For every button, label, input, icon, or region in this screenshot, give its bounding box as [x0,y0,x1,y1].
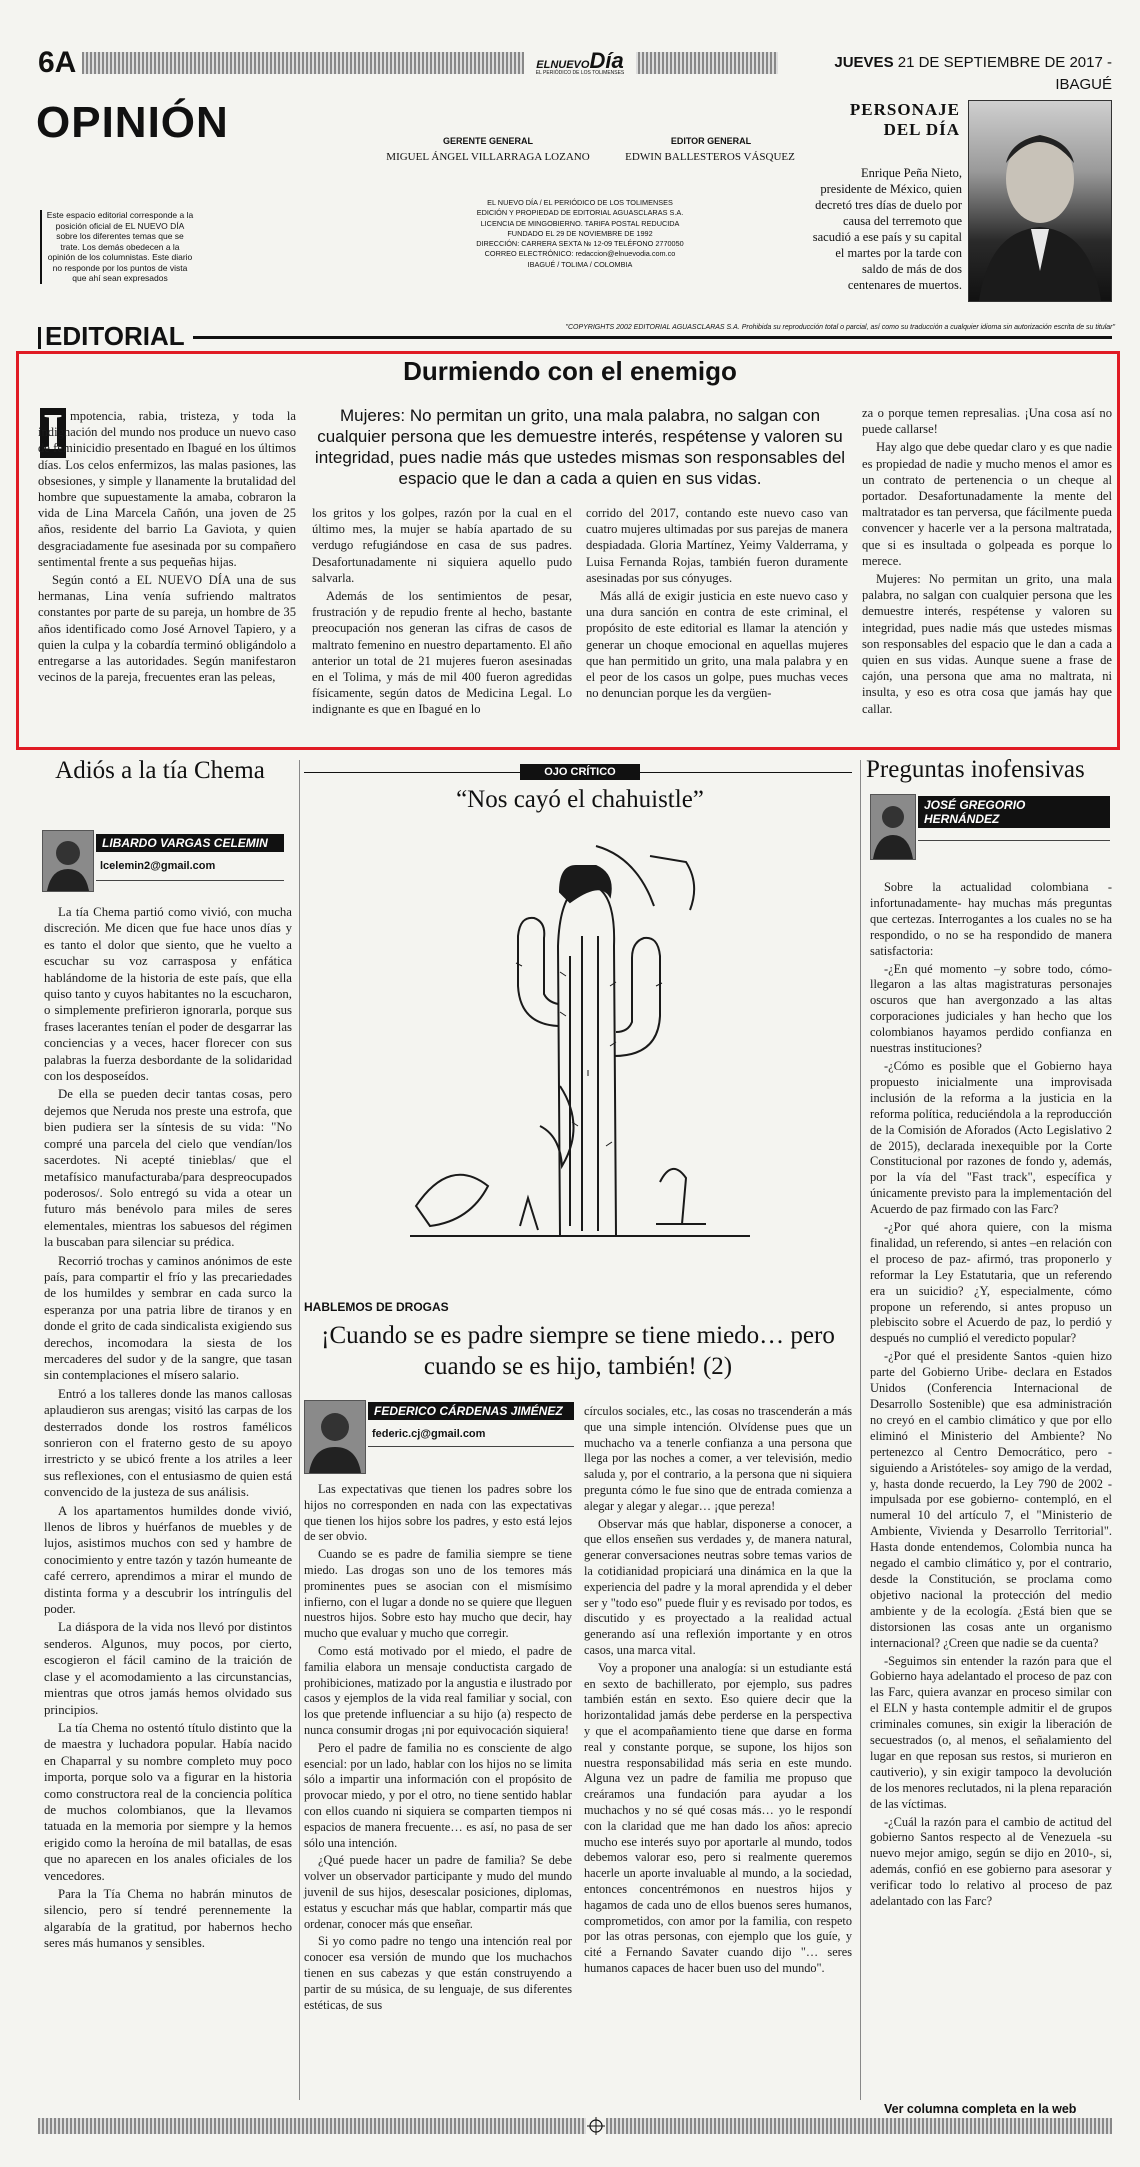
editorial-tick-icon [38,327,41,349]
info-line: EL NUEVO DÍA / EL PERIÓDICO DE LOS TOLIMENSES [487,198,673,207]
right-paragraph: -Seguimos sin entender la razón para que el Gobierno haya adelantado el proceso de paz con las Farc, quiera avanzar en proceso similar con el ELN y hasta contemple admitir el de grupos criminales comunes, sin exigir la liberación de secuestrados (o, al menos, el señalamiento del lugar en que reposan sus restos, si murieron en cautiverio), y sin exigir tampoco la devolución de los menores reclutados, ni la plena reparación de las víctimas. [870,1653,1112,1811]
date-rest: 21 DE SEPTIEMBRE DE 2017 - IBAGUÉ [897,54,1112,93]
personaje-title-line1: PERSONAJE [849,100,960,119]
info-line: IBAGUÉ / TOLIMA / COLOMBIA [527,259,633,269]
drugs-headline: ¡Cuando se es padre siempre se tiene miedo… pero cuando se es hijo, también! (2) [321,1322,835,1380]
ojo-critico-kicker: OJO CRÍTICO [520,764,640,780]
portrait-icon [969,101,1111,301]
editorial-label-text: EDITORIAL [45,321,185,351]
editorial-paragraph: corrido del 2017, contando este nuevo caso van cuatro mujeres ultimadas por sus parejas de manera despiadada. Gloria Martínez, Yeimy Valderrama, y Luisa Fernanda Rojas, también fueron duramente asesinadas por sus cónyuges. [586,506,848,585]
left-paragraph: La tía Chema partió como vivió, con mucha discreción. Me dicen que fue hace unos días y es tanto el dolor que siento, que he vuelto a escuchar su voz carrasposa y enfática hablándome de la historia de este país, que ella quiso tanto y cuyos habitantes no la escucharon, o simplemente prefirieron ignorarla, porque sus frases lacerantes tenían el poder de desgarrar las conciencias y a veces, hacer florecer con sus palabras la fuerza desbordante de la solidaridad con los desposeídos. [44,905,292,1084]
left-paragraph: La diáspora de la vida nos llevó por distintos senderos. Algunos, muy pocos, por cierto, escogieron el fácil camino de la traición de clase y el acomodamiento a las circunstancias, mientras que otros jamás hemos olvidado sus principios. [44,1620,292,1717]
right-column-divider [860,760,861,2100]
publisher-info [455,198,705,270]
drugs-paragraph: Como está motivado por el miedo, el padre de familia elabora un mensaje conductista cargado de prohibiciones, matizado por la angustia e ilustrado por casos y ejemplos de la vida real familiar y social, con los que pretende influenciar a su hijo (a) respecto de nunca consumir drogas ¡ni por equivocación siquiera! [304,1643,572,1737]
portrait-icon [305,1401,365,1473]
newspaper-logo [524,48,636,78]
logo-tagline: EL PERIÓDICO DE LOS TOLIMENSES [535,70,625,76]
right-paragraph: -¿Cuál la razón para el cambio de actitud del gobierno Santos respecto al de Venezuela -su nuevo mejor amigo, según se dijo en 2010-, si, además, confió en ese gobierno para asesorar y verificar todo lo relativo al proceso de paz adelantado con las Farc? [870,1814,1112,1909]
right-paragraph: Sobre la actualidad colombiana -infortunadamente- hay muchas más preguntas que certezas. Interrogantes a los cuales no se ha respondido, o no se ha respondido de manera satisfactoria: [870,880,1112,958]
drugs-paragraph: Si yo como padre no tengo una intención real por conocer esa versión de mundo que los muchachos tienen en sus cabezas y que están construyendo a partir de su música, de su lenguaje, de sus diferentes estéticas, de sus [304,1934,572,2012]
personaje-title-line2: DEL DÍA [883,120,960,139]
editorial-paragraph: Mujeres: No permitan un grito, una mala palabra, no salgan con cualquier persona que les demuestre interés, respétense y valoren su integridad, pues nadie más que ustedes mismas son responsables del espacio que le dan a cada a quien en sus vidas. Aunque suene a frase de cajón, una persona que ama no maltrata, ni insulta, y eso es otra cosa que jamás hay que callar. [862,572,1112,716]
right-author-rule [918,840,1110,841]
editor-label: EDITOR GENERAL [670,136,752,146]
date-line [778,52,1112,93]
right-headline: Preguntas inofensivas [866,756,1085,783]
page-number: 6A [38,48,82,78]
editor-name: EDWIN BALLESTEROS VÁSQUEZ [625,151,795,163]
drugs-section-label: HABLEMOS DE DROGAS [304,1300,449,1314]
left-paragraph: Para la Tía Chema no habrán minutos de silencio, pero sí tendré perennemente la algarabía de la gratitud, por habernos hecho seres más humanos y sensibles. [44,1886,292,1951]
editorial-col-4 [862,405,1112,719]
left-column-divider [299,760,300,2100]
info-line: LICENCIA DE MINGOBIERNO. TARIFA POSTAL REDUCIDA [480,218,680,228]
drugs-paragraph: Pero el padre de familia no es consciente de algo esencial: por un lado, hablar con los hijos no se limita sólo a impartir una información con el propósito de provocar miedo, y por el otro, no tiene sentido hablar con ellos cuando ni siquiera se comparten tiempos ni espacios de manera frecuente… es así, no pasa de ser sólo una intención. [304,1740,572,1850]
center-author-photo [304,1400,366,1474]
editorial-paragraph: Además de los sentimientos de pesar, frustración y de repudio frente al hecho, bastante preocupación nos generan las cifras de casos de maltrato femenino en nuestro departamento. El año anterior un total de 21 mujeres fueron asesinadas en el Tolima, y más de mil 400 fueron agredidas físicamente, según datos de Medicina Legal. Lo indignante es que en Ibagué en lo [312,589,572,717]
editorial-label [38,320,193,352]
section-title: OPINIÓN [36,98,229,147]
drugs-paragraph: Las expectativas que tienen los padres sobre los hijos no corresponden en nada con las expectativas que tienen los hijos sobre los padres, y esto está lejos de ser obvio. [304,1482,572,1544]
dropcap-letter: I [42,404,64,461]
portrait-icon [43,831,93,891]
left-paragraph: A los apartamentos humildes donde vivió, llenos de libros y huérfanos de muebles y de lujos, asistimos muchos con sed y hambre de conocimiento y entre tazón y tazón humeante de café cerrero, aprendimos a mirar el mundo de distinta forma y a descubrir los intríngulis del poder. [44,1503,292,1617]
right-paragraph: -¿Por qué el presidente Santos -quien hizo parte del Gobierno Uribe- declara en Estados Unidos (Conferencia Internacional de Desarrollo Sostenible) que esa administración no creyó en el cambio climático y que por ello eliminó el Ministerio del Ambiente? No pertenezco al Centro Democrático, pero -siguiendo a Aristóteles- soy amigo de la verdad, y, hasta donde recuerdo, la Ley 790 de 2002 -impulsada por ese gobierno- contempló, en el numeral 10 del artículo 7, el "Ministerio de Ambiente, Vivienda y Desarrollo Territorial". Hasta donde entendemos, Colombia nunca ha negado el cambio climático y, por el contrario, desde la Constitución, se proclama como objetivo nacional la protección del medio ambiente y de la ecología. ¿Está bien que se distorsionen las cosas ante un organismo internacional? ¿Creen que nadie se da cuenta? [870,1349,1112,1650]
editorial-pullquote: Mujeres: No permitan un grito, una mala palabra, no salgan con cualquier persona que les demuestre interés, respétense y valoren su integridad, pues nadie más que ustedes mismas son responsables del espacio que le dan a cada a quien en sus vidas. [314,406,846,488]
gerente-name: MIGUEL ÁNGEL VILLARRAGA LOZANO [386,151,590,163]
portrait-icon [871,795,915,859]
cartoon-title: “Nos cayó el chahuistle” [456,786,704,813]
cartoon-illustration [410,826,750,1246]
drugs-paragraph: ¿Qué puede hacer un padre de familia? Se debe volver un observador participante y mudo del mundo juvenil de sus hijos, desescalar posiciones, diplomas, estatus y escuchar más que hablar, compartir más que ordenar, conocer más que enseñar. [304,1853,572,1931]
editorial-col-2 [312,505,572,720]
drugs-paragraph: Cuando se es padre de familia siempre se tiene miedo. Las drogas son uno de los temores más prominentes pues se asocian con el mismísimo infierno, con el lugar a donde no se quiere que lleguen nuestros hijos. Sobre esto hay mucho que decir, hay mucho que evaluar y mucho que corregir. [304,1547,572,1641]
date-day: JUEVES [834,54,894,71]
editorial-col-1 [38,408,296,687]
read-full-column-link[interactable]: Ver columna completa en la web [884,2102,1077,2116]
left-paragraph: La tía Chema no ostentó título distinto que la de maestra y luchadora popular. Había nacido en Chaparral y su nombre completo muy poco importa, porque solo va a figurar en la historia como constructora real de la conciencia política de muchos colombianos, que la llevamos tatuada en la memoria por siempre y la hemos erigido como la heroína de mil batallas, de esas que no aparecen en los anales oficiales de los vencedores. [44,1720,292,1883]
copyright-line: "COPYRIGHTS 2002 EDITORIAL AGUASCLARAS S.A. Prohibida su reproducción total o parcial, así como su traducción a cualquier idioma sin autorización escrita de su titular" [565,324,1115,331]
drugs-paragraph: Voy a proponer una analogía: si un estudiante está en sexto de bachillerato, por ejemplo, sus padres también están en sexto. Eso quiere decir que la horizontalidad jamás debe perderse en la perspectiva y que el acompañamiento tiene que darse en forma real y constante porque, se supone, los hijos son nuestra responsabilidad más seria en este mundo. Alguna vez un padre de familia me propuso que creáramos una fundación para ayudar a los muchachos y no sé qué cosas más… yo le respondí con la claridad que me han dado los años: aprecio mucho ese interés suyo por aportarle al mundo, todos debemos valorar eso, pero si realmente queremos hacerle un aporte invaluable al mundo, a la sociedad, entonces concentrémonos en nuestros hijos y hagamos de cada uno de ellos buenos seres humanos, comprometidos, con amor por la familia, con respeto por las otras personas, con ejemplo que los guíe, y cité a Fernando Savater cuando dijo "… seres humanos capaces de hacer buen uso del mundo". [584,1660,852,1975]
drugs-paragraph: Observar más que hablar, disponerse a conocer, a que ellos enseñen sus verdades y, de manera natural, generar conversaciones neutras sobre temas varios de la cotidianidad propiciará una dinámica en la que la experiencia del padre y la moral aprendida y el deber ser y "todo eso" puede fluir y es revisado por todos, es discutido y es proyectado a la realidad actual generando así una reflexión importante y en otros casos, una marca vital. [584,1516,852,1657]
disclaimer-box [40,210,194,284]
editorial-paragraph: Según contó a EL NUEVO DÍA una de sus hermanas, Lina venía sufriendo maltratos constantes por parte de su pareja, un hombre de 35 años identificado como José Arnovel Tapiero, y a quien la culpa y la cobardía terminó obligándolo a entregarse a las autoridades. Según manifestaron vecinos de la pareja, frecuentes eran las peleas, [38,573,296,685]
personaje-text: Enrique Peña Nieto, presidente de México, quien decretó tres días de duelo por causa del terremoto que sacudió a ese país y su capital el martes por la tarde con saldo de más de dos centenares de muertos. [812,166,962,292]
left-paragraph: Entró a los talleres donde las manos callosas aplaudieron sus arengas; visitó las carpas de los desterrados donde los rostros famélicos sonrieron con el fraterno gesto de su apoyo irrestricto y se ubicó frente a los atriles a leer sus reflexiones, con el entusiasmo de quien está convencido de la justeza de sus análisis. [44,1386,292,1500]
info-line: EDICIÓN Y PROPIEDAD DE EDITORIAL AGUASCLARAS S.A. [476,208,684,218]
logo-main: Día [589,48,624,73]
editorial-rule [38,336,1112,339]
info-line: CORREO ELECTRÓNICO: redaccion@elnuevodia.com.co [484,249,676,259]
left-author-photo [42,830,94,892]
left-column-body [44,904,292,1954]
disclaimer-text: Este espacio editorial corresponde a la posición oficial de EL NUEVO DÍA sobre los diferentes temas que se trate. Los demás obedecen a la opinión de los columnistas. Este diario no responde por los puntos de vista que ahí sean expresados [46,210,194,283]
gerente-label: GERENTE GENERAL [442,136,533,146]
right-paragraph: -¿En qué momento –y sobre todo, cómo- llegaron a las altas magistraturas personajes oscuros que han avergonzado a las altas corporaciones judiciales y han hecho que los colombianos hayamos perdido confianza en nuestras instituciones? [870,961,1112,1056]
drugs-col-2 [584,1404,852,1979]
info-line: FUNDADO EL 29 DE NOVIEMBRE DE 1992 [507,228,653,238]
info-line: DIRECCIÓN: CARRERA SEXTA № 12-09 TELÉFONO 2770050 [476,239,684,249]
right-paragraph: -¿Por qué ahora quiere, con la misma finalidad, un referendo, si antes –en relación con el proceso de paz- afirmó, tras proponerlo y reformar la Ley Estatutaria, que un referendo era un suicidio? ¿Y, especialmente, cómo propone un referendo, si antes propuso un plebiscito sobre el Acuerdo de paz, lo perdió y después no cumplió el veredicto popular? [870,1220,1112,1346]
center-author-name: FEDERICO CÁRDENAS JIMÉNEZ [368,1402,574,1420]
editorial-paragraph: mpotencia, rabia, tristeza, y toda la indignación del mundo nos produce un nuevo caso de feminicidio presentado en Ibagué en los últimos días. Los celos enfermizos, las malas pasiones, las obsesiones, y simple y llanamente la brutalidad del hombre que supuestamente la amaba, cobraron la vida de Lina Marcela Cañón, una joven de 25 años, residente del barrio La Gaviota, y quien desgraciadamente fue asesinada por su compañero sentimental frente a sus pequeñas hijas. [38,409,296,569]
drugs-paragraph: círculos sociales, etc., las cosas no trascenderán a más que una simple intención. Olvídense pues que un muchacho va a tenerle confianza a una persona que llega por las noches a comer, a ver televisión, medio saluda y, por el contrario, a la persona que ni siquiera pregunta cómo le fue sino que de entrada comienza a alegar y alegar y alegar… ¡que pereza! [584,1404,852,1513]
left-paragraph: De ella se pueden decir tantas cosas, pero dejemos que Neruda nos preste una estrofa, que bien pudiera ser la síntesis de su vida: "No compré una parcela del cielo que vendían/los sacerdotes. Ni acepté tinieblas/ que el metafísico manufacturaba/para despreocupados poderosos/. Solo entregó su vida a otear un futuro más benévolo para miles de seres elementales, mientras los sabuesos del régimen la buscaban para silenciar su prédica. [44,1087,292,1250]
right-column-body [870,880,1112,1912]
personaje-photo [968,100,1112,302]
editorial-headline: Durmiendo con el enemigo [403,356,737,386]
registration-mark-icon [586,2116,606,2136]
editorial-paragraph: los gritos y los golpes, razón por la cual en el último mes, la mujer se había apartado de su verdugo refugiándose en casa de sus padres. Desafortunadamente ni siquiera aquello pudo salvarla. [312,506,572,585]
editorial-paragraph: Hay algo que debe quedar claro y es que nadie es propiedad de nadie y mucho menos el amor es un contrato de pertenencia o un cheque al portador. Desafortunadamente la mente del maltratador es tan perversa, que fácilmente pueda convencer y hacerle ver a la persona maltratada, que si es insultada o golpeada es porque lo merece. [862,440,1113,568]
left-headline: Adiós a la tía Chema [55,757,265,784]
drugs-col-1 [304,1482,572,2015]
editorial-col-3 [586,505,848,703]
editorial-paragraph: za o porque temen represalias. ¡Una cosa así no puede callarse! [862,406,1112,437]
left-author-name: LIBARDO VARGAS CELEMIN [96,834,284,852]
right-author-photo [870,794,916,860]
left-paragraph: Recorrió trochas y caminos anónimos de este país, para compartir el frío y las precariedades de los humildes y sembrar en cada surco la esperanza por una patria libre de tiranos y en donde el grito de cada sindicalista exigiendo sus derechos, incomodara la siesta de los mercaderes del sudor y de la sangre, que tasan sin contemplaciones el mísero salario. [44,1253,292,1383]
right-author-name: JOSÉ GREGORIO HERNÁNDEZ [918,796,1110,828]
left-author-email: lcelemin2@gmail.com [100,860,216,872]
cactus-cartoon-icon [410,826,750,1246]
center-author-email: federic.cj@gmail.com [372,1428,486,1440]
center-author-rule [368,1446,574,1447]
editorial-paragraph: Más allá de exigir justicia en este nuevo caso y una dura sanción en contra de este criminal, el propósito de este editorial es llamar la atención y generar un choque emocional en aquellas mujeres que han permitido un grito, una mala palabra y en el peor de los casos un golpe, pues muchas veces no denuncian porque les da vergüen- [586,589,848,701]
logo-prefix: ELNUEVO [536,59,590,71]
right-paragraph: -¿Cómo es posible que el Gobierno haya propuesto inicialmente una improvisada inclusión de la reforma a la justicia en la reforma política, reduciéndola a la reproducción de la Comisión de Aforados (Acto Legislativo 2 de 2015), declarada inexequible por la Corte Constitucional por razones de fondo y, además, por la vía del "Fast track", específica y únicamente previsto para la implementación del Acuerdo de paz firmado con las Farc? [870,1058,1112,1217]
left-author-rule [96,880,284,881]
personaje-title [820,100,960,140]
footer-hatch-bar [38,2118,1112,2134]
